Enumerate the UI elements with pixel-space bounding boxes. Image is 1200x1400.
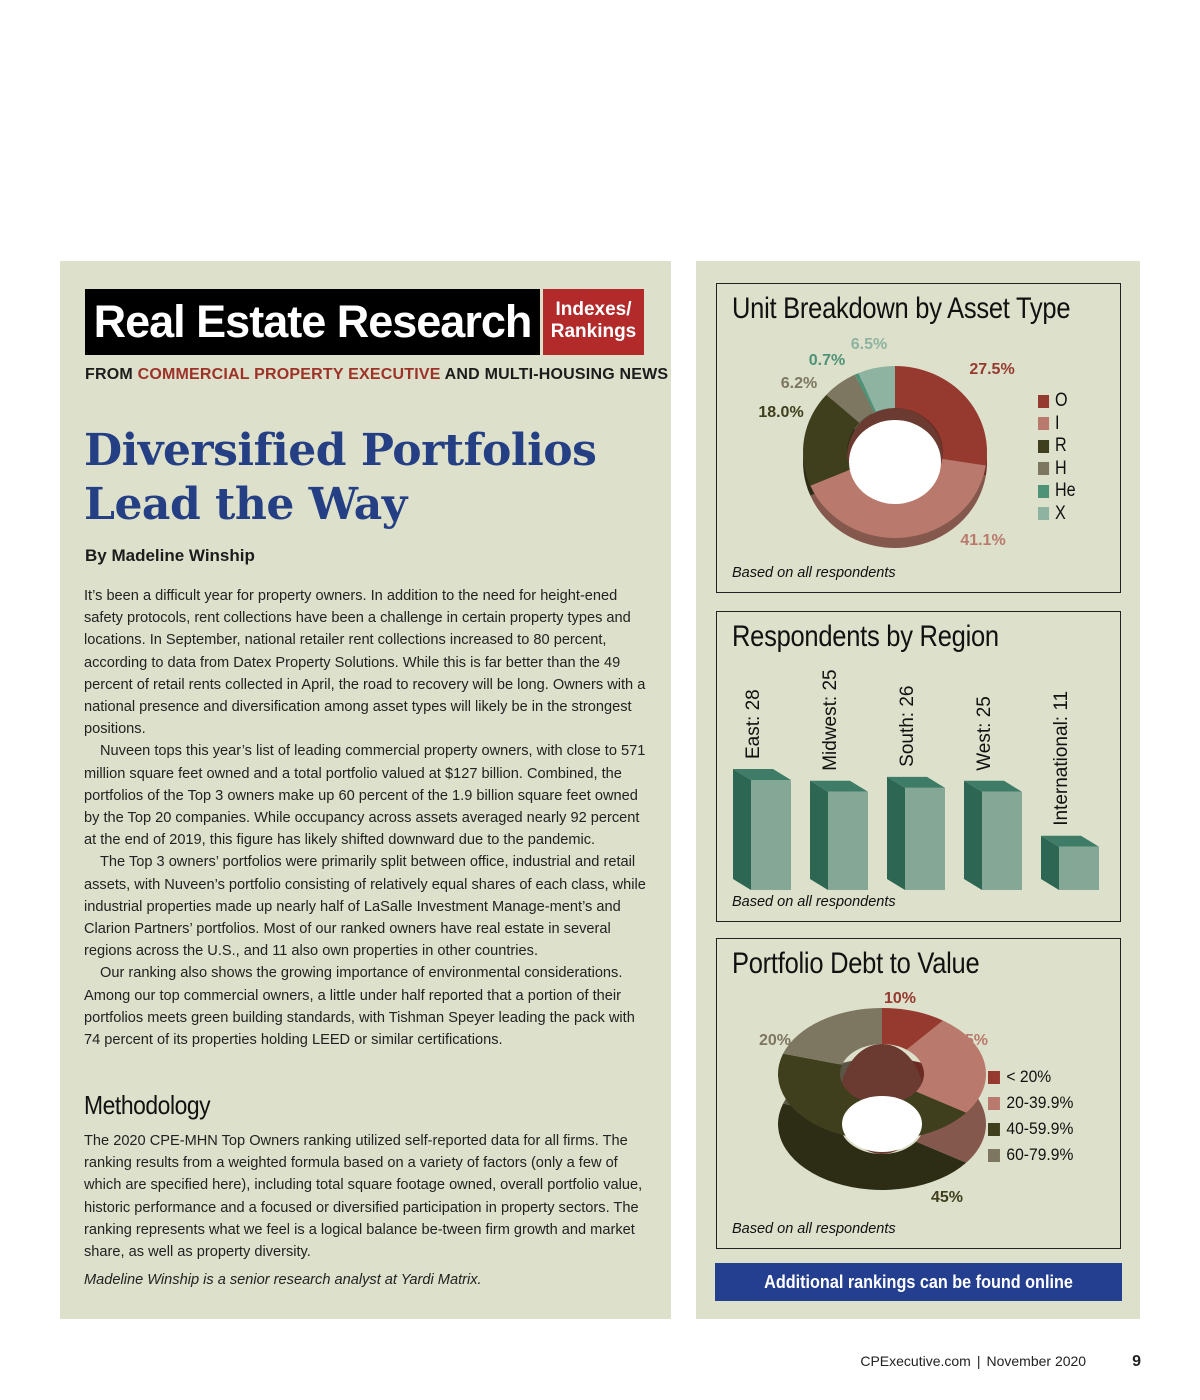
region-bar-chart bbox=[717, 612, 1122, 923]
pie-data-label: 10% bbox=[883, 990, 917, 1007]
chart-title: Unit Breakdown by Asset Type bbox=[732, 292, 1071, 325]
legend-swatch bbox=[988, 1149, 1000, 1162]
legend-label: R bbox=[1055, 435, 1067, 457]
source-from: FROM bbox=[85, 366, 133, 383]
bar-west bbox=[982, 792, 1022, 890]
chart-note: Based on all respondents bbox=[732, 565, 896, 581]
legend-swatch bbox=[988, 1123, 1000, 1136]
respondents-region-chart bbox=[716, 611, 1121, 922]
legend-label: X bbox=[1055, 502, 1066, 524]
pie-data-label: 20% bbox=[758, 1032, 792, 1049]
bar-data-label: East: 28 bbox=[743, 689, 764, 759]
byline: By Madeline Winship bbox=[85, 546, 255, 565]
article-paragraph: It’s been a difficult year for property owners. In addition to the need for height-ened safety protocols, rent collections have been a challenge in certain property types and locations. In September, national retailer rent collections increased to 80 percent, according to data from Datex Property Solutions. While this is far better than the 49 percent of retail rents collected in April, the road to recovery will be long. Owners with a national presence and diversification among asset types will likely be in the strongest positions. bbox=[84, 588, 646, 738]
bar-midwest bbox=[828, 792, 868, 890]
pie-data-label: 6.2% bbox=[780, 375, 818, 392]
bar-side bbox=[887, 777, 905, 890]
section-tag-line1: Indexes/ bbox=[555, 299, 632, 320]
footer-site: CPExecutive.com bbox=[860, 1353, 971, 1369]
bar-south bbox=[905, 788, 945, 890]
legend-swatch bbox=[1038, 507, 1049, 520]
legend-item bbox=[988, 1064, 1073, 1090]
footer-date: November 2020 bbox=[986, 1353, 1087, 1369]
source-mhn: AND MULTI-HOUSING NEWS bbox=[444, 366, 669, 383]
author-note: Madeline Winship is a senior research analyst at Yardi Matrix. bbox=[84, 1272, 482, 1288]
legend-label: 20-39.9% bbox=[1006, 1093, 1074, 1112]
legend-swatch bbox=[1038, 462, 1049, 475]
legend-item bbox=[1038, 458, 1076, 481]
pie-data-label: 41.1% bbox=[960, 532, 1006, 549]
legend-item bbox=[988, 1090, 1073, 1116]
bar-side bbox=[810, 781, 828, 890]
bar-east bbox=[751, 780, 791, 890]
legend-swatch bbox=[988, 1097, 1000, 1110]
legend-item bbox=[1038, 413, 1076, 436]
page-number: 9 bbox=[1132, 1353, 1141, 1370]
pie-hole bbox=[842, 1096, 922, 1152]
pie-data-label: 0.7% bbox=[808, 352, 846, 369]
source-cpe: COMMERCIAL PROPERTY EXECUTIVE bbox=[137, 366, 441, 383]
chart-note: Based on all respondents bbox=[732, 894, 896, 910]
bar-side bbox=[964, 781, 982, 890]
legend-label: 40-59.9% bbox=[1006, 1119, 1074, 1138]
bar-side bbox=[733, 769, 751, 890]
legend-label: I bbox=[1055, 412, 1060, 434]
headline-line2: Lead the Way bbox=[84, 479, 407, 530]
debt-to-value-chart bbox=[716, 938, 1121, 1249]
headline-line1: Diversified Portfolios bbox=[84, 425, 597, 476]
legend-label: He bbox=[1055, 480, 1076, 502]
article-paragraph: The Top 3 owners’ portfolios were primarily split between office, industrial and retail assets, with Nuveen’s portfolio consisting of relatively equal shares of each class, while industrial properties made up nearly half of LaSalle Investment Manage-ment’s and Clarion Partners’ portfolios. Most of our ranked owners have real estate in several regions across the U.S., and 11 also own properties in other countries. bbox=[84, 854, 646, 960]
legend-swatch bbox=[1038, 395, 1049, 408]
legend-item bbox=[988, 1142, 1073, 1168]
bar-data-label: West: 25 bbox=[974, 696, 995, 771]
online-rankings-banner[interactable] bbox=[715, 1263, 1122, 1301]
masthead bbox=[85, 289, 644, 355]
legend-swatch bbox=[1038, 440, 1049, 453]
pie-hole bbox=[849, 420, 941, 504]
article-body bbox=[84, 585, 654, 1051]
methodology-paragraph: The 2020 CPE-MHN Top Owners ranking utilized self-reported data for all firms. The ranking results from a weighted formula based on a variety of factors (only a few of which are specified here), including total square footage owned, overall portfolio value, historic performance and a focused or diversified participation in property sectors. The ranking represents what we feel is a logical balance be-tween firm growth and market share, as well as property diversity. bbox=[84, 1133, 643, 1261]
article-paragraph: Nuveen tops this year’s list of leading commercial property owners, with close to 571 million square feet owned and a total portfolio valued at $127 billion. Combined, the portfolios of the Top 3 owners make up 60 percent of the 1.9 billion square feet owned by the Top 20 companies. While occupancy across assets averaged nearly 92 percent at the end of 2019, this figure has likely shifted downward due to the pandemic. bbox=[84, 743, 646, 849]
methodology-heading: Methodology bbox=[84, 1090, 211, 1120]
chart-legend bbox=[1038, 390, 1082, 525]
legend-swatch bbox=[988, 1071, 1000, 1084]
article-paragraph: Our ranking also shows the growing importance of environmental considerations. Among our top commercial owners, a little under half reported that a portion of their portfolios meets green building standards, with Tishman Speyer leading the pack with 74 percent of its properties holding LEED or similar certifications. bbox=[84, 965, 635, 1049]
legend-item bbox=[1038, 480, 1076, 503]
unit-breakdown-chart bbox=[716, 283, 1121, 593]
pie-data-label: 25% bbox=[955, 1032, 989, 1049]
legend-swatch bbox=[1038, 417, 1049, 430]
pie-data-label: 27.5% bbox=[969, 361, 1015, 378]
chart-note: Based on all respondents bbox=[732, 1221, 896, 1237]
chart-legend bbox=[988, 1064, 1081, 1168]
page-footer bbox=[860, 1353, 1141, 1371]
legend-item bbox=[1038, 435, 1076, 458]
legend-item bbox=[1038, 390, 1076, 413]
online-rankings-text: Additional rankings can be found online bbox=[764, 1272, 1073, 1292]
footer-separator: | bbox=[976, 1353, 981, 1369]
section-tag bbox=[543, 289, 644, 355]
pie-data-label: 18.0% bbox=[758, 404, 804, 421]
legend-label: < 20% bbox=[1006, 1067, 1052, 1086]
section-tag-line2: Rankings bbox=[550, 321, 637, 342]
masthead-title: Real Estate Research bbox=[85, 289, 540, 355]
bar-data-label: Midwest: 25 bbox=[820, 669, 841, 771]
source-line bbox=[85, 366, 685, 384]
methodology-body bbox=[84, 1130, 654, 1263]
legend-swatch bbox=[1038, 485, 1049, 498]
legend-item bbox=[988, 1116, 1073, 1142]
bar-international bbox=[1059, 847, 1099, 890]
chart-title: Respondents by Region bbox=[732, 620, 999, 653]
legend-item bbox=[1038, 503, 1076, 526]
legend-label: O bbox=[1055, 390, 1068, 412]
chart-title: Portfolio Debt to Value bbox=[732, 947, 980, 980]
pie-data-label: 45% bbox=[930, 1189, 964, 1206]
bar-data-label: South: 26 bbox=[897, 685, 918, 767]
pie-data-label: 6.5% bbox=[850, 336, 888, 353]
bar-data-label: International: 11 bbox=[1051, 690, 1072, 826]
legend-label: H bbox=[1055, 457, 1067, 479]
legend-label: 60-79.9% bbox=[1006, 1145, 1074, 1164]
headline bbox=[84, 424, 664, 532]
